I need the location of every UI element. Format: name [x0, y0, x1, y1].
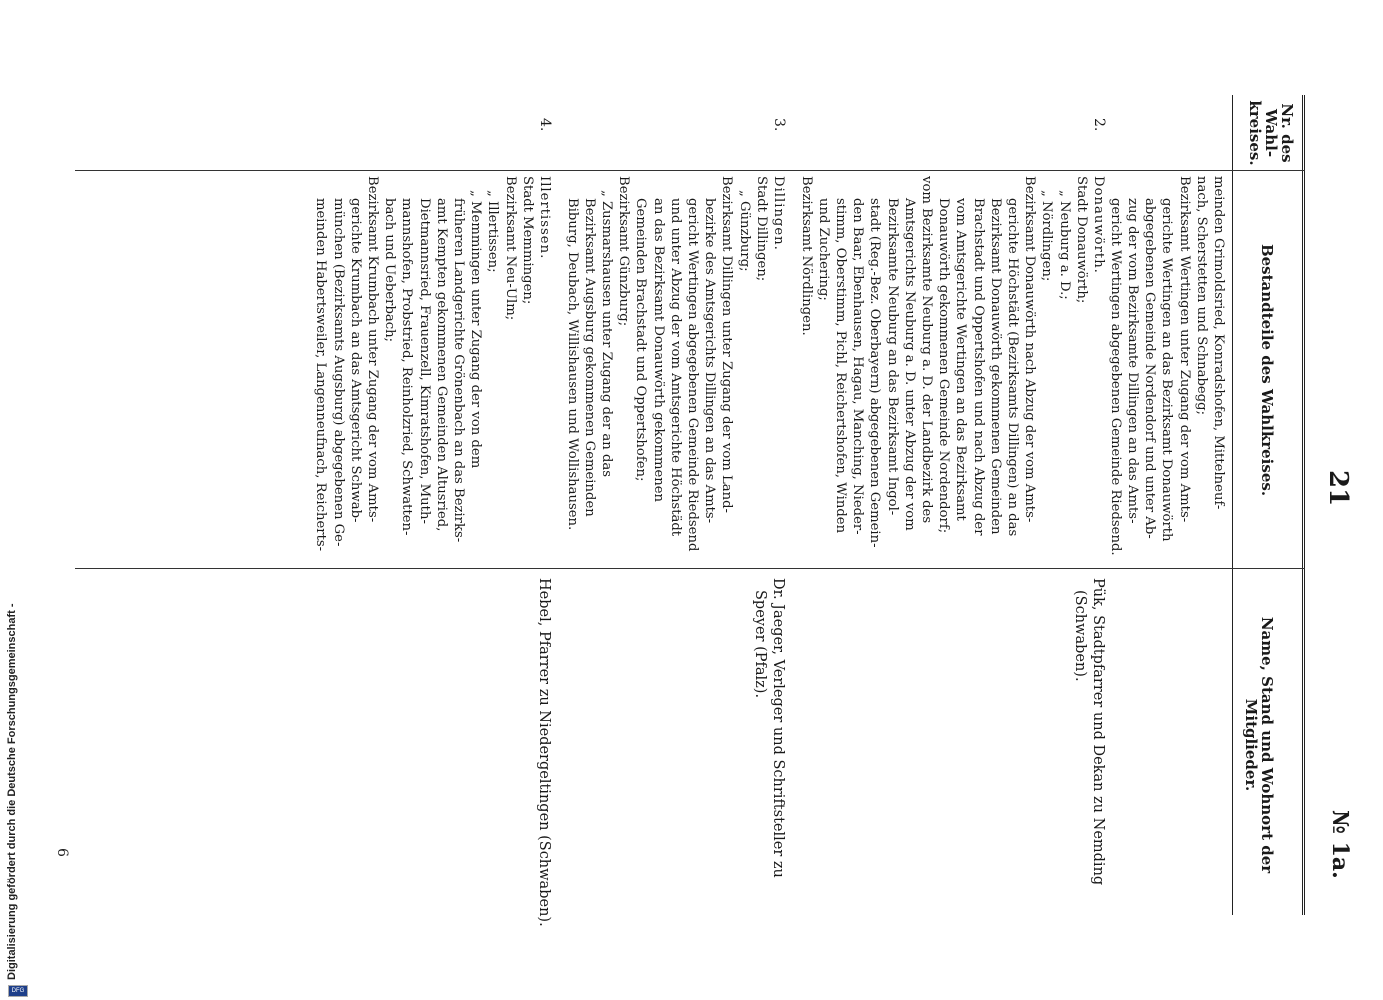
row-line: Bezirksamte Neuburg an das Bezirksamt Ingol- — [884, 198, 900, 516]
row-line: „ Neuburg a. D.; — [1056, 190, 1072, 300]
row-line: „ Illertissen; — [485, 190, 501, 273]
member-line: Pük, Stadtpfarrer und Dekan zu Nemding — [1090, 578, 1106, 886]
row-line: Bezirksamt Wertingen unter Zugang der vom Amts- — [1176, 176, 1192, 523]
column-divider-1 — [75, 170, 1305, 171]
row-line: mannshofen, Probstried, Reinholzried, Schwatten- — [399, 198, 415, 536]
row-line: Donauwörth gekommenen Gemeinde Nordendorf; — [936, 198, 952, 534]
row-line: bezirke des Amtsgerichts Dillingen an das Amts- — [702, 198, 718, 524]
member-line: Speyer (Pfalz). — [752, 590, 768, 699]
row-line: Bezirksamt Dillingen unter Zugang der vom Land- — [719, 176, 735, 513]
table-row-district-4 — [312, 176, 553, 564]
dfg-logo — [8, 985, 28, 997]
district-name: Illertissen. — [537, 176, 552, 260]
row-line: „ Memmingen unter Zugang der von dem — [468, 190, 484, 469]
row-line: Bezirksamt Nördlingen. — [798, 176, 814, 336]
row-line: vom Bezirksamte Neuburg a. D. der Landbezirk des — [918, 176, 934, 524]
row-line: Stadt Memmingen; — [519, 176, 535, 305]
row-line: Amtsgerichts Neuburg a. D. unter Abzug der vom — [901, 198, 917, 531]
row-line: abgegebenen Gemeinde Nordendorf und unter Ab- — [1142, 198, 1158, 539]
row-line: stadt (Reg.-Bez. Oberbayern) abgegebenen Gemein- — [867, 198, 883, 548]
row-line: stimm, Oberstimm, Pichl, Reichertshofen, Winden — [832, 198, 848, 534]
district-number: 2. — [1091, 118, 1107, 132]
row-line: vom Amtsgerichte Wertingen an das Bezirksamt — [953, 198, 969, 521]
row-line: gerichte Höchstädt (Bezirksamts Dillingen) an das — [1004, 198, 1020, 537]
col-header-components: Bestandteile des Wahlkreises. — [1258, 243, 1276, 497]
row-line: münchen (Bezirksamts Augsburg) abgegebenen Ge- — [330, 198, 346, 547]
row-line: gerichte Krumbach an das Amtsgericht Schwab- — [347, 198, 363, 523]
row-line: bach und Ueberbach; — [382, 198, 398, 343]
row-line: früheren Landgerichte Grönenbach an das Bezirks- — [450, 198, 466, 543]
row-line: Dietmannsried, Frauenzell, Kimratshofen, Muth- — [416, 198, 432, 524]
table-header-rule — [1232, 95, 1233, 915]
page-marker: 6 — [54, 848, 70, 857]
district-name: Dillingen. — [771, 176, 786, 251]
row-line: meinden Grimoldsried, Konradshofen, Mittelneuf- — [1211, 176, 1226, 510]
col-header-number: Nr. des Wahl-kreises. — [1246, 100, 1296, 166]
district-number: 3. — [771, 118, 787, 132]
member-district-2 — [1071, 578, 1107, 918]
row-line: Stadt Dillingen; — [753, 176, 769, 282]
row-line: Brachstadt und Oppertshofen und nach Abzug der — [970, 198, 986, 536]
table-row-district-2 — [797, 176, 1107, 564]
member-line: Hebel, Pfarrer zu Niedergeltingen (Schwaben). — [536, 578, 552, 927]
row-line: „ Nördlingen; — [1039, 190, 1055, 282]
row-line: meinden Habertsweiler, Langenneufnach, Reicherts- — [313, 198, 329, 552]
row-line: Bezirksamt Augsburg gekommenen Gemeinden — [581, 198, 597, 517]
row-line: amt Kempten gekommenen Gemeinden Altusried, — [433, 198, 449, 532]
member-district-3 — [751, 578, 787, 918]
district-number: 4. — [537, 118, 553, 132]
row-line: nach, Scherstetten und Schnabegg; — [1193, 176, 1209, 416]
row-line: gerichte Wertingen an das Bezirksamt Donauwörth — [1159, 198, 1175, 542]
row-line: Bezirksamt Krumbach unter Zugang der vom Amts- — [364, 176, 380, 523]
district-name: Donauwörth. — [1091, 176, 1106, 274]
dfg-logo-text: DFG — [11, 988, 25, 994]
table-row-district-3 — [563, 176, 787, 564]
document-reference: № 1a. — [1327, 810, 1353, 879]
row-line: Bezirksamt Donauwörth gekommenen Gemeinden — [987, 198, 1003, 535]
row-line: an das Bezirksamt Donauwörth gekommenen — [650, 198, 666, 503]
row-line: Bezirksamt Donauwörth nach Abzug der vom Amts- — [1022, 176, 1038, 523]
row-line: Bezirksamt Neu-Ulm; — [502, 176, 518, 321]
row-line: Stadt Donauwörth; — [1073, 176, 1089, 304]
table-row-continuation — [1107, 176, 1227, 564]
member-line: (Schwaben). — [1072, 590, 1088, 682]
row-line: und unter Abzug der vom Amtsgerichte Höchstädt — [667, 198, 683, 537]
page-number: 21 — [1323, 470, 1353, 507]
row-line: gericht Wertingen abgegebenen Gemeinde Riedsend — [684, 198, 700, 552]
row-line: und Zuchering; — [815, 198, 831, 301]
digitization-note: Digitalisierung gefördert durch die Deutsche Forschungsgemeinschaft - — [6, 603, 18, 980]
member-district-4 — [535, 578, 553, 927]
col-header-members: Name, Stand und Wohnort der Mitglieder. — [1242, 616, 1276, 874]
row-line: den Baar, Ebenhausen, Hagau, Manching, Nieder- — [850, 198, 866, 535]
row-line: zug der vom Bezirksamte Dillingen an das Amts- — [1124, 198, 1140, 524]
member-line: Dr. Jaeger, Verleger und Schriftsteller zu — [770, 578, 786, 878]
row-line: gericht Wertingen abgegebenen Gemeinde Riedsend. — [1107, 198, 1123, 556]
column-divider-2 — [75, 568, 1305, 569]
row-line: „ Zusmarshausen unter Zugang der an das — [598, 190, 614, 478]
table-top-rule — [1302, 95, 1305, 915]
row-line: Bezirksamt Günzburg; — [616, 176, 632, 327]
row-line: „ Günzburg; — [736, 190, 752, 272]
row-line: Biburg, Deubach, Willishausen und Wollishausen. — [564, 198, 580, 531]
row-line: Gemeinden Brachstadt und Oppertshofen; — [633, 198, 649, 482]
